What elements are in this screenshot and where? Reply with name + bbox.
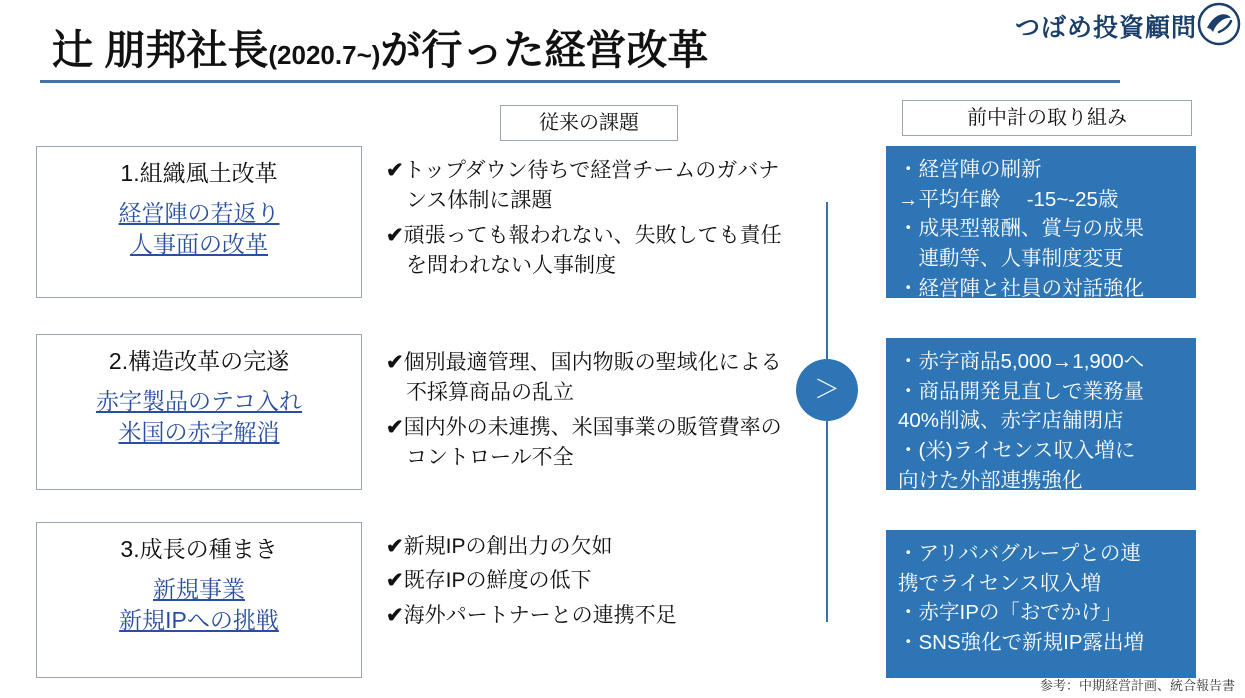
issue-item: ✔個別最適管理、国内物販の聖域化による不採算商品の乱立 — [386, 351, 782, 405]
action-line: 連動等、人事制度変更 — [898, 247, 1124, 271]
reform-card-3-subtitle-line2: 新規IPへの挑戦 — [119, 606, 279, 633]
action-line: ・成果型報酬、賞与の成果 — [898, 217, 1144, 241]
reform-card-1-subtitle — [37, 198, 361, 260]
chevron-right-icon: ＞ — [796, 359, 858, 421]
action-line: 携でライセンス収入増 — [898, 571, 1102, 595]
check-icon: ✔ — [386, 603, 404, 627]
reform-card-3-title: 3.成長の種まき — [120, 536, 278, 562]
source-note: 参考：中期経営計画、統合報告書 — [1039, 678, 1235, 693]
issues-list-1 — [386, 156, 786, 286]
issues-column-heading: 従来の課題 — [500, 105, 678, 141]
reform-card-2-subtitle-line2: 米国の赤字解消 — [118, 418, 280, 445]
action-line: →平均年齢 -15~-25歳 — [898, 187, 1119, 211]
issue-item: ✔国内外の未連携、米国事業の販管費率のコントロール不全 — [386, 415, 782, 470]
action-line: ・SNS強化で新規IP露出増 — [898, 631, 1145, 655]
actions-column-heading: 前中計の取り組み — [902, 100, 1192, 136]
issues-list-2 — [386, 348, 786, 478]
issue-item: ✔新規IPの創出力の欠如 — [386, 535, 613, 558]
page-title-date: (2020.7~) — [268, 40, 381, 70]
reform-card-1-subtitle-line2: 人事面の改革 — [130, 230, 268, 257]
check-icon: ✔ — [386, 569, 404, 593]
check-icon: ✔ — [386, 415, 404, 439]
issue-item: ✔既存IPの鮮度の低下 — [386, 569, 592, 593]
slide-header — [0, 0, 1245, 88]
reform-card-2-subtitle — [37, 386, 361, 448]
page-title-part1: 辻 朋邦社長 — [52, 27, 269, 73]
brand-logo-text: つばめ投資顧問 — [1014, 14, 1197, 42]
title-underline-rule — [40, 80, 1120, 83]
reform-card-1 — [36, 146, 362, 298]
action-line: ・商品開発見直しで業務量 — [898, 379, 1144, 403]
check-icon: ✔ — [386, 223, 404, 247]
reform-card-2 — [36, 334, 362, 490]
page-title-part2: が行った経営改革 — [380, 27, 709, 73]
actions-card-3 — [886, 530, 1196, 678]
reform-card-2-subtitle-line1: 赤字製品のテコ入れ — [95, 387, 303, 414]
check-icon: ✔ — [386, 535, 404, 558]
swallow-bird-icon — [1197, 2, 1241, 46]
reform-card-2-title: 2.構造改革の完遂 — [108, 348, 290, 374]
action-line: 向けた外部連携強化 — [898, 468, 1083, 492]
action-line: ・アリババグループとの連 — [898, 542, 1141, 565]
actions-card-2 — [886, 338, 1196, 490]
actions-card-1 — [886, 146, 1196, 298]
check-icon: ✔ — [386, 351, 404, 374]
check-icon: ✔ — [386, 159, 404, 182]
reform-card-3-subtitle — [37, 574, 361, 636]
action-line: ・赤字IPの「おでかけ」 — [898, 601, 1123, 625]
action-line: ・経営陣と社員の対話強化 — [898, 276, 1144, 300]
reform-card-3-subtitle-line1: 新規事業 — [153, 575, 245, 602]
issue-item: ✔トップダウン待ちで経営チームのガバナンス体制に課題 — [386, 159, 780, 213]
action-line: 40%削減、赤字店舗閉店 — [898, 409, 1124, 433]
issue-item: ✔頑張っても報われない、失敗しても責任を問われない人事制度 — [386, 223, 782, 278]
reform-card-1-subtitle-line1: 経営陣の若返り — [118, 199, 280, 226]
action-line: ・経営陣の刷新 — [898, 158, 1042, 181]
issue-item: ✔海外パートナーとの連携不足 — [386, 603, 677, 627]
issues-list-3 — [386, 532, 786, 635]
action-line: ・赤字商品5,000→1,900へ — [898, 350, 1145, 373]
action-line: ・(米)ライセンス収入増に — [898, 439, 1136, 463]
reform-card-3 — [36, 522, 362, 678]
reform-card-1-title: 1.組織風土改革 — [120, 160, 278, 186]
page-title — [52, 17, 708, 76]
